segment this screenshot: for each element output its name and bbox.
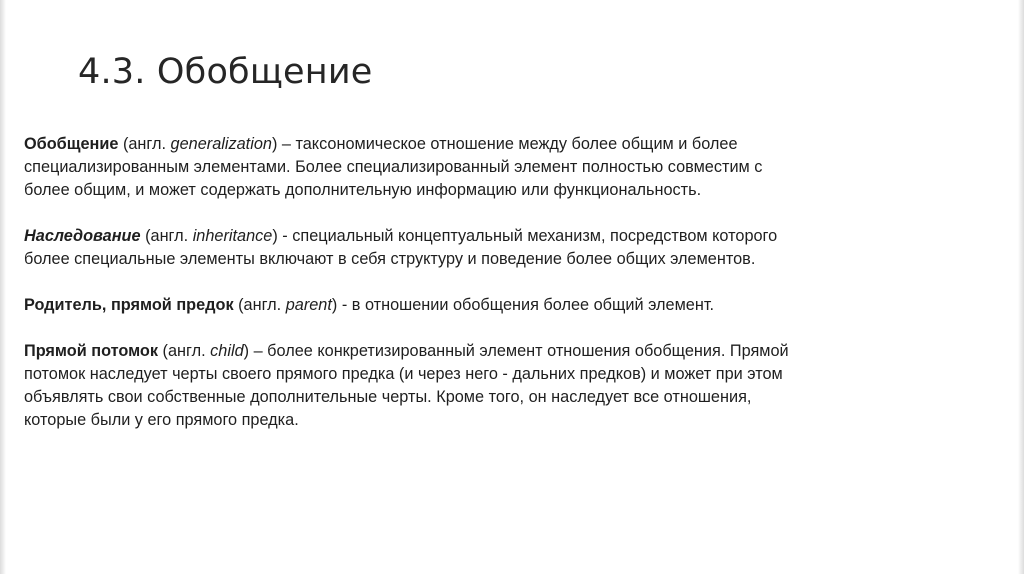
english-term: generalization (170, 135, 272, 153)
definition-text: ) – более конкретизированный элемент отношения обобщения. Прямой (243, 342, 789, 360)
definition-inheritance (24, 225, 984, 271)
slide-title: 4.3. Обобщение (78, 52, 373, 92)
slide-right-edge (1018, 0, 1024, 574)
slide-content (24, 133, 984, 455)
definition-text: ) – таксономическое отношение между более общим и более (271, 135, 738, 153)
definition-text: (англ. (233, 296, 286, 314)
definition-generalization (24, 133, 984, 202)
definition-line: которые были у его прямого предка. (24, 411, 299, 429)
definition-text: (англ. (158, 342, 211, 360)
definition-child (24, 340, 984, 432)
definition-text: (англ. (140, 227, 193, 245)
english-term: inheritance (192, 227, 273, 245)
definition-line: специализированным элементами. Более специализированный элемент полностью совместим с (24, 158, 763, 176)
term-inheritance: Наследование (24, 227, 141, 245)
term-generalization: Обобщение (24, 135, 119, 153)
definition-parent (24, 294, 984, 317)
term-parent: Родитель, прямой предок (24, 296, 234, 314)
definition-text: ) - специальный концептуальный механизм, посредством которого (272, 227, 778, 245)
definition-line: потомок наследует черты своего прямого предка (и через него - дальних предков) и может при этом (24, 365, 783, 383)
term-child: Прямой потомок (24, 342, 159, 360)
definition-text: ) - в отношении обобщения более общий элемент. (331, 296, 714, 314)
definition-text: (англ. (118, 135, 171, 153)
definition-line: объявлять свои собственные дополнительные черты. Кроме того, он наследует все отношения, (24, 388, 752, 406)
slide-left-edge (0, 0, 6, 574)
definition-line: более специальные элементы включают в себя структуру и поведение более общих элементов. (24, 250, 756, 268)
english-term: child (210, 342, 244, 360)
definition-line: более общим, и может содержать дополнительную информацию или функциональность. (24, 181, 702, 199)
english-term: parent (285, 296, 332, 314)
